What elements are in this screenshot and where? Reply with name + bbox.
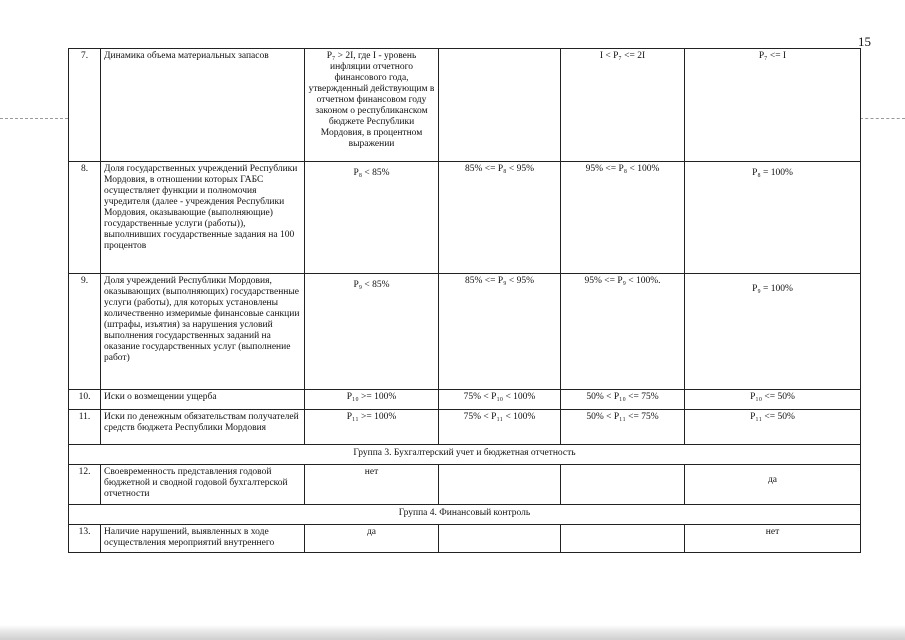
score-cell: нет	[305, 465, 439, 505]
table-row	[69, 274, 861, 390]
score-cell: 95% <= P₈ < 100%	[561, 162, 685, 274]
table-row	[69, 49, 861, 162]
scan-artifact-line	[860, 118, 905, 120]
score-cell: да	[685, 465, 861, 505]
score-cell	[561, 465, 685, 505]
row-number: 10.	[69, 390, 101, 410]
score-cell	[561, 525, 685, 553]
group-heading: Группа 4. Финансовый контроль	[69, 505, 861, 525]
score-cell: P₈ < 85%	[305, 162, 439, 274]
score-cell: да	[305, 525, 439, 553]
scan-bottom-edge	[0, 625, 905, 640]
score-cell: 75% < P₁₁ < 100%	[439, 410, 561, 445]
scan-artifact-line	[0, 118, 68, 120]
table-row	[69, 465, 861, 505]
table-row	[69, 390, 861, 410]
score-cell: P₁₁ >= 100%	[305, 410, 439, 445]
table-row	[69, 525, 861, 553]
indicator-name: Наличие нарушений, выявленных в ходе осуществления мероприятий внутреннего	[101, 525, 305, 553]
score-cell: 85% <= P₉ < 95%	[439, 274, 561, 390]
score-cell: 50% < P₁₀ <= 75%	[561, 390, 685, 410]
indicator-name: Доля учреждений Республики Мордовия, оказывающих (выполняющих) государственные услуги (работы), для которых установлены количественно измеримые финансовые санкции (штрафы, изъятия) за нарушения условий выполнения государственных заданий на оказание государственных услуг (выполнение работ)	[101, 274, 305, 390]
row-number: 13.	[69, 525, 101, 553]
group-heading: Группа 3. Бухгалтерский учет и бюджетная отчетность	[69, 445, 861, 465]
indicator-name: Иски по денежным обязательствам получателей средств бюджета Республики Мордовия	[101, 410, 305, 445]
score-cell: P₇ > 2I, где I - уровень инфляции отчетного финансового года, утвержденный действующим в отчетном финансовом году законом о республиканском бюджете Республики Мордовия, в процентном выражении	[305, 49, 439, 162]
row-number: 9.	[69, 274, 101, 390]
score-cell: P₁₀ <= 50%	[685, 390, 861, 410]
row-number: 8.	[69, 162, 101, 274]
indicator-name: Своевременность представления годовой бюджетной и сводной годовой бухгалтерской отчетности	[101, 465, 305, 505]
table-row	[69, 410, 861, 445]
score-cell: 95% <= P₉ < 100%.	[561, 274, 685, 390]
indicator-name: Иски о возмещении ущерба	[101, 390, 305, 410]
score-cell: 75% < P₁₀ < 100%	[439, 390, 561, 410]
group-row	[69, 505, 861, 525]
row-number: 12.	[69, 465, 101, 505]
score-cell: P₇ <= I	[685, 49, 861, 162]
score-cell: P₁₀ >= 100%	[305, 390, 439, 410]
score-cell: I < P₇ <= 2I	[561, 49, 685, 162]
score-cell	[439, 525, 561, 553]
score-cell: P₉ = 100%	[685, 274, 861, 390]
score-cell	[439, 49, 561, 162]
score-cell: P₈ = 100%	[685, 162, 861, 274]
group-row	[69, 445, 861, 465]
score-cell: 85% <= P₈ < 95%	[439, 162, 561, 274]
score-cell: P₁₁ <= 50%	[685, 410, 861, 445]
table-row	[69, 162, 861, 274]
row-number: 7.	[69, 49, 101, 162]
criteria-table	[68, 48, 861, 553]
indicator-name: Динамика объема материальных запасов	[101, 49, 305, 162]
row-number: 11.	[69, 410, 101, 445]
indicator-name: Доля государственных учреждений Республики Мордовия, в отношении которых ГАБС осуществляет функции и полномочия учредителя (далее - учреждения Республики Мордовия, оказывающие (выполняющие) государственные услуги (работы)), выполнивших государственные задания на 100 процентов	[101, 162, 305, 274]
score-cell: P₉ < 85%	[305, 274, 439, 390]
score-cell: нет	[685, 525, 861, 553]
page-number: 15	[858, 34, 871, 49]
score-cell	[439, 465, 561, 505]
score-cell: 50% < P₁₁ <= 75%	[561, 410, 685, 445]
